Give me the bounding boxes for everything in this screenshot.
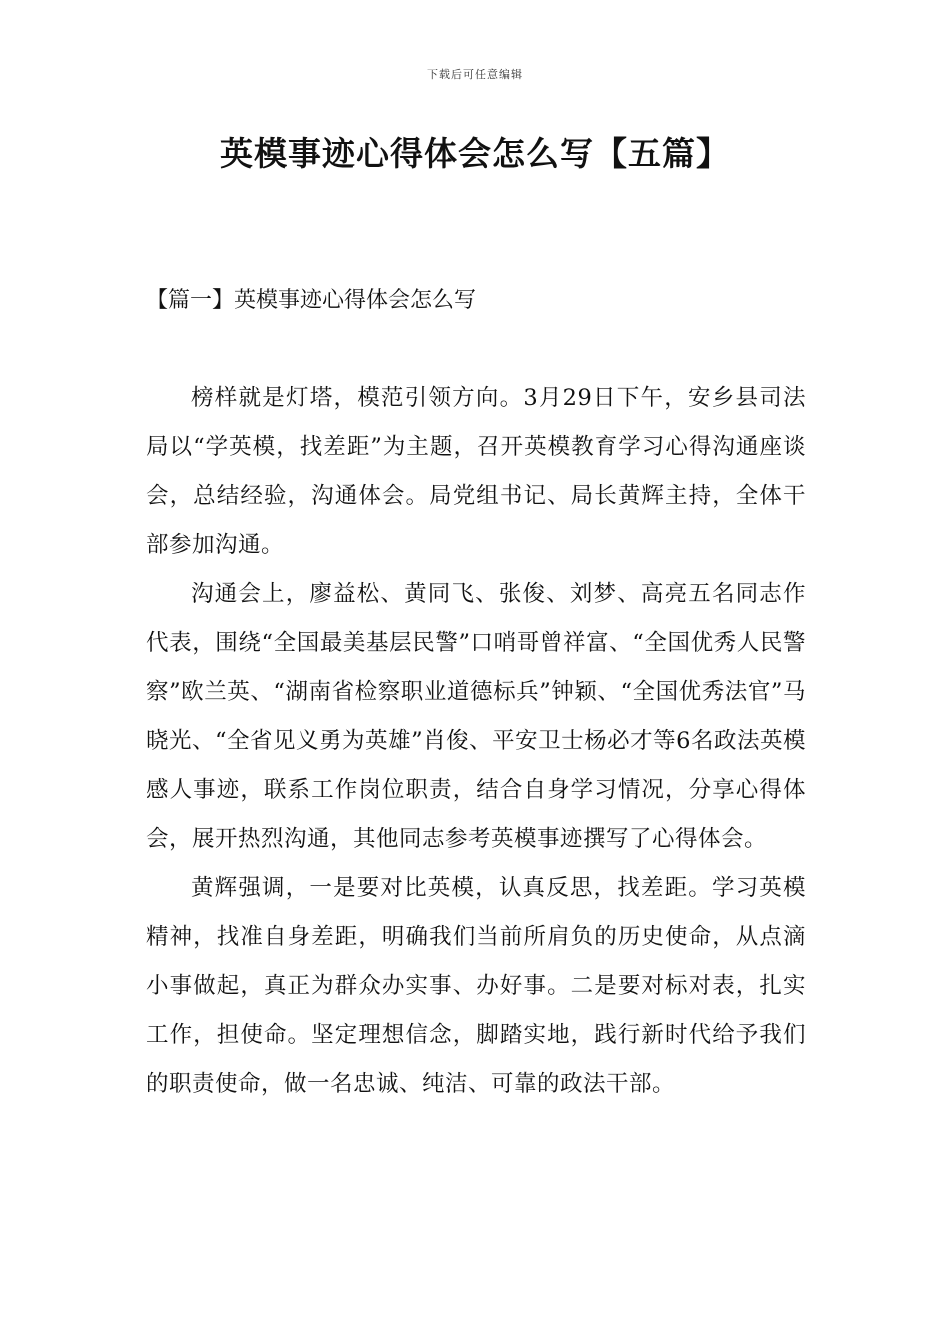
paragraph: 黄辉强调，一是要对比英模，认真反思，找差距。学习英模精神，找准自身差距，明确我们当前所肩负的历史使命，从点滴小事做起，真正为群众办实事、办好事。二是要对标对表，扎实工作，担使命。坚定理想信念，脚踏实地，践行新时代给予我们的职责使命，做一名忠诚、纯洁、可靠的政法干部。 bbox=[146, 875, 806, 1097]
document-title: 英模事迹心得体会怎么写【五篇】 bbox=[220, 134, 730, 173]
paragraph: 沟通会上，廖益松、黄同飞、张俊、刘梦、高亮五名同志作代表，围绕“全国最美基层民警”口哨哥曾祥富、“全国优秀人民警察”欧兰英、“湖南省检察职业道德标兵”钟颖、“全国优秀法官”马晓光、“全省见义勇为英雄”肖俊、平安卫士杨必才等6名政法英模感人事迹，联系工作岗位职责，结合自身学习情况，分享心得体会，展开热烈沟通，其他同志参考英模事迹撰写了心得体会。 bbox=[146, 581, 806, 852]
document-body bbox=[146, 374, 806, 1109]
section-heading: 【篇一】英模事迹心得体会怎么写 bbox=[146, 288, 477, 313]
paragraph: 榜样就是灯塔，模范引领方向。3月29日下午，安乡县司法局以“学英模，找差距”为主题，召开英模教育学习心得沟通座谈会，总结经验，沟通体会。局党组书记、局长黄辉主持，全体干部参加沟通。 bbox=[146, 385, 806, 558]
header-note: 下载后可任意编辑 bbox=[427, 68, 523, 81]
